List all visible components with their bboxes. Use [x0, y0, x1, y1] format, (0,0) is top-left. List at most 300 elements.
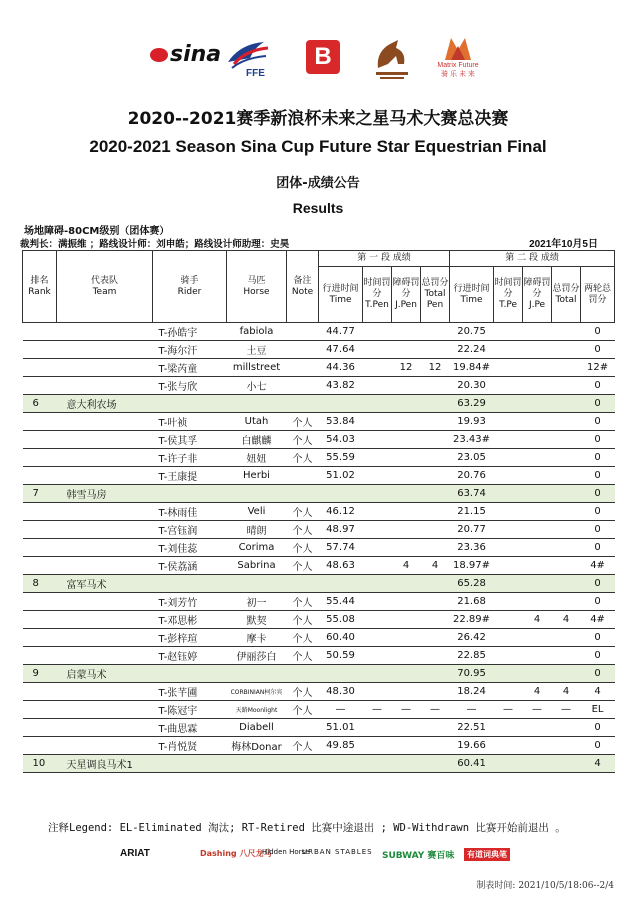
two-round-total: 0	[581, 449, 615, 467]
round2-time: 26.42	[450, 629, 494, 647]
round2-time-pen	[494, 323, 523, 341]
header-tpen1: 时间罚分 T.Pen	[363, 267, 392, 323]
round1-total-pen: —	[421, 701, 450, 719]
rider-row	[23, 593, 615, 611]
round2-total-pen	[552, 557, 581, 575]
round1-time: 47.64	[319, 341, 363, 359]
horse-name: Veli	[227, 503, 287, 521]
round1-total-pen	[421, 449, 450, 467]
rider-row	[23, 413, 615, 431]
round1-time: 60.40	[319, 629, 363, 647]
rider-name: T-赵钰婷	[153, 647, 227, 665]
round1-time: 51.02	[319, 467, 363, 485]
horse-name: 伊丽莎白	[227, 647, 287, 665]
round2-time: 23.36	[450, 539, 494, 557]
horse-name: 默契	[227, 611, 287, 629]
sponsor-hidden-horse: Hidden Horse	[262, 848, 310, 856]
round1-time: —	[319, 701, 363, 719]
round2-time: 19.93	[450, 413, 494, 431]
round2-jump-pen: 4	[523, 683, 552, 701]
round1-jump-pen	[392, 503, 421, 521]
rider-name: T-林雨佳	[153, 503, 227, 521]
team-total-pen: 0	[581, 395, 615, 413]
round1-jump-pen	[392, 341, 421, 359]
round2-total-pen	[552, 719, 581, 737]
note-cell: 个人	[287, 629, 319, 647]
round2-total-pen	[552, 341, 581, 359]
horse-club-logo	[368, 34, 416, 82]
header-horse: 马匹 Horse	[227, 251, 287, 323]
two-round-total: 0	[581, 737, 615, 755]
round2-jump-pen	[523, 719, 552, 737]
rider-row	[23, 323, 615, 341]
team-cell	[57, 323, 153, 341]
round2-time: 22.89#	[450, 611, 494, 629]
rider-name: T-梁芮童	[153, 359, 227, 377]
header-note: 备注 Note	[287, 251, 319, 323]
round1-time: 53.84	[319, 413, 363, 431]
round1-time-pen	[363, 719, 392, 737]
header-two-round-total: 两轮总罚分	[581, 267, 615, 323]
rank-cell	[23, 701, 57, 719]
horse-name: 土豆	[227, 341, 287, 359]
round2-jump-pen	[523, 323, 552, 341]
round1-jump-pen	[392, 737, 421, 755]
round1-jump-pen	[392, 683, 421, 701]
team-name: 韩雪马房	[57, 485, 287, 503]
horse-name: 白麒麟	[227, 431, 287, 449]
rider-row	[23, 611, 615, 629]
round2-time-pen	[494, 377, 523, 395]
note-cell: 个人	[287, 413, 319, 431]
results-body	[23, 323, 615, 773]
header-time2: 行进时间 Time	[450, 267, 494, 323]
print-timestamp: 制表时间: 2021/10/5/18:06--2/4	[476, 881, 614, 891]
header-team: 代表队 Team	[57, 251, 153, 323]
two-round-total: 0	[581, 431, 615, 449]
two-round-total: 0	[581, 719, 615, 737]
rider-name: T-孙皓宇	[153, 323, 227, 341]
team-empty	[494, 575, 581, 593]
two-round-total: 0	[581, 647, 615, 665]
round2-jump-pen	[523, 647, 552, 665]
round1-jump-pen	[392, 323, 421, 341]
rider-row	[23, 521, 615, 539]
round1-jump-pen	[392, 521, 421, 539]
legend-note: 注释Legend: EL-Eliminated 淘汰; RT-Retired 比赛中途退出 ; WD-Withdrawn 比赛开始前退出 。	[48, 822, 566, 834]
round1-jump-pen	[392, 539, 421, 557]
round2-total-pen	[552, 521, 581, 539]
round1-total-pen	[421, 647, 450, 665]
team-rank: 7	[23, 485, 57, 503]
two-round-total: 0	[581, 593, 615, 611]
round2-time: 18.97#	[450, 557, 494, 575]
rider-name: T-侯荔涵	[153, 557, 227, 575]
rank-cell	[23, 449, 57, 467]
team-row	[23, 395, 615, 413]
note-cell: 个人	[287, 539, 319, 557]
team-row	[23, 485, 615, 503]
team-empty	[287, 575, 450, 593]
round2-time-pen	[494, 449, 523, 467]
round1-time: 46.12	[319, 503, 363, 521]
round2-time: 20.30	[450, 377, 494, 395]
note-cell: 个人	[287, 683, 319, 701]
subtitle-cn: 团体-成绩公告	[276, 176, 360, 191]
rank-cell	[23, 521, 57, 539]
round2-total-pen: —	[552, 701, 581, 719]
round1-total-pen	[421, 683, 450, 701]
rank-cell	[23, 503, 57, 521]
rank-cell	[23, 467, 57, 485]
round2-time: 21.15	[450, 503, 494, 521]
round2-time-pen	[494, 521, 523, 539]
round2-total-pen	[552, 539, 581, 557]
round1-total-pen	[421, 413, 450, 431]
round1-time: 49.85	[319, 737, 363, 755]
round2-time: 20.76	[450, 467, 494, 485]
two-round-total: 4	[581, 683, 615, 701]
header-rider: 骑手 Rider	[153, 251, 227, 323]
round2-total-pen	[552, 503, 581, 521]
round2-time-pen	[494, 503, 523, 521]
team-empty	[287, 395, 450, 413]
horse-name: fabiola	[227, 323, 287, 341]
sponsor-bar	[120, 848, 520, 870]
round2-time: 22.85	[450, 647, 494, 665]
round1-total-pen	[421, 611, 450, 629]
round1-time-pen	[363, 359, 392, 377]
matrix-cn-text: 骑 乐 未 来	[441, 71, 475, 78]
round1-jump-pen	[392, 467, 421, 485]
round2-jump-pen: 4	[523, 611, 552, 629]
round2-time: 20.77	[450, 521, 494, 539]
round1-time-pen	[363, 647, 392, 665]
round1-jump-pen	[392, 719, 421, 737]
header-round1: 第 一 段 成绩	[319, 251, 450, 267]
header-round2: 第 二 段 成绩	[450, 251, 615, 267]
sponsor-youdao: 有道词典笔	[464, 848, 510, 861]
rider-name: T-刘芳竹	[153, 593, 227, 611]
rank-cell	[23, 539, 57, 557]
rider-name: T-侯其孚	[153, 431, 227, 449]
rank-cell	[23, 557, 57, 575]
rider-row	[23, 431, 615, 449]
round1-time: 44.36	[319, 359, 363, 377]
team-empty	[287, 665, 450, 683]
round2-time-pen	[494, 737, 523, 755]
header-time1: 行进时间 Time	[319, 267, 363, 323]
note-cell	[287, 467, 319, 485]
round2-total-pen	[552, 323, 581, 341]
team-name: 启蒙马术	[57, 665, 287, 683]
team-cell	[57, 503, 153, 521]
round1-time-pen	[363, 377, 392, 395]
team-cell	[57, 467, 153, 485]
horse-name: 妞妞	[227, 449, 287, 467]
team-total-time: 63.29	[450, 395, 494, 413]
round1-total-pen	[421, 503, 450, 521]
team-cell	[57, 647, 153, 665]
rider-row	[23, 449, 615, 467]
rank-cell	[23, 377, 57, 395]
team-cell	[57, 719, 153, 737]
team-cell	[57, 539, 153, 557]
note-cell: 个人	[287, 557, 319, 575]
round1-time: 44.77	[319, 323, 363, 341]
round2-total-pen	[552, 467, 581, 485]
svg-text:FFE: FFE	[246, 68, 265, 78]
rider-row	[23, 377, 615, 395]
note-cell	[287, 341, 319, 359]
sina-logo: sina	[150, 42, 221, 67]
rank-cell	[23, 341, 57, 359]
round1-total-pen: 4	[421, 557, 450, 575]
two-round-total: 0	[581, 503, 615, 521]
sponsor-dashing: Dashing 八尺龙马	[200, 849, 272, 858]
round2-jump-pen	[523, 503, 552, 521]
round1-total-pen: 12	[421, 359, 450, 377]
horse-name: 摩卡	[227, 629, 287, 647]
round1-time-pen	[363, 557, 392, 575]
note-cell: 个人	[287, 521, 319, 539]
rider-name: T-张芊圃	[153, 683, 227, 701]
note-cell	[287, 359, 319, 377]
horse-name: Corima	[227, 539, 287, 557]
round1-time-pen	[363, 413, 392, 431]
round1-time-pen	[363, 683, 392, 701]
note-cell: 个人	[287, 737, 319, 755]
round1-time: 50.59	[319, 647, 363, 665]
round1-total-pen	[421, 539, 450, 557]
note-cell: 个人	[287, 701, 319, 719]
round2-time: 22.24	[450, 341, 494, 359]
rider-row	[23, 341, 615, 359]
team-cell	[57, 377, 153, 395]
round2-total-pen	[552, 593, 581, 611]
two-round-total: 0	[581, 413, 615, 431]
note-cell	[287, 377, 319, 395]
team-cell	[57, 593, 153, 611]
rank-cell	[23, 431, 57, 449]
round2-total-pen	[552, 413, 581, 431]
rider-name: T-王康提	[153, 467, 227, 485]
matrix-en-text: Matrix Future	[437, 62, 479, 69]
title-en: 2020-2021 Season Sina Cup Future Star Equestrian Final	[89, 137, 547, 156]
round1-total-pen	[421, 341, 450, 359]
sina-eye-icon	[150, 48, 168, 62]
note-cell: 个人	[287, 611, 319, 629]
round1-total-pen	[421, 593, 450, 611]
round1-jump-pen	[392, 449, 421, 467]
round2-time-pen	[494, 593, 523, 611]
header-rank: 排名 Rank	[23, 251, 57, 323]
round2-jump-pen	[523, 521, 552, 539]
round1-jump-pen: 12	[392, 359, 421, 377]
round2-time: 19.84#	[450, 359, 494, 377]
sponsor-ariat: ARIAT	[120, 848, 150, 859]
round1-time-pen	[363, 431, 392, 449]
round1-jump-pen	[392, 647, 421, 665]
rider-row	[23, 647, 615, 665]
rider-row	[23, 467, 615, 485]
team-total-time: 60.41	[450, 755, 494, 773]
round2-time-pen	[494, 683, 523, 701]
team-cell	[57, 629, 153, 647]
round2-total-pen	[552, 431, 581, 449]
rider-row	[23, 701, 615, 719]
two-round-total: 4#	[581, 611, 615, 629]
round1-jump-pen	[392, 629, 421, 647]
round1-total-pen	[421, 521, 450, 539]
team-rank: 6	[23, 395, 57, 413]
note-cell	[287, 719, 319, 737]
matrix-m-icon	[443, 36, 473, 62]
rider-name: T-张与欣	[153, 377, 227, 395]
rank-cell	[23, 683, 57, 701]
ffe-horse-icon	[220, 38, 280, 78]
round2-total-pen	[552, 449, 581, 467]
ffe-logo	[220, 38, 280, 78]
header-jpen2: 障碍罚分 J.Pe	[523, 267, 552, 323]
round2-total-pen	[552, 737, 581, 755]
rider-row	[23, 557, 615, 575]
rider-name: T-刘佳蕊	[153, 539, 227, 557]
team-cell	[57, 701, 153, 719]
round2-time: 19.66	[450, 737, 494, 755]
two-round-total: 0	[581, 521, 615, 539]
round1-time-pen	[363, 611, 392, 629]
round2-jump-pen	[523, 359, 552, 377]
rider-name: T-海尔汗	[153, 341, 227, 359]
round2-total-pen: 4	[552, 683, 581, 701]
round1-time-pen	[363, 323, 392, 341]
round1-time-pen	[363, 593, 392, 611]
header-total2: 总罚分 Total	[552, 267, 581, 323]
round1-total-pen	[421, 467, 450, 485]
team-cell	[57, 557, 153, 575]
round1-time-pen	[363, 737, 392, 755]
horse-name: 天路Moonlight	[227, 701, 287, 719]
subtitle-en: Results	[292, 200, 344, 216]
team-empty	[494, 395, 581, 413]
team-row	[23, 575, 615, 593]
round2-time-pen	[494, 341, 523, 359]
round1-time-pen	[363, 629, 392, 647]
title-cn: 2020--2021赛季新浪杯未来之星马术大赛总决赛	[127, 109, 509, 129]
rider-row	[23, 683, 615, 701]
horse-name: Diabell	[227, 719, 287, 737]
round2-jump-pen	[523, 629, 552, 647]
round2-time-pen	[494, 611, 523, 629]
round1-time-pen	[363, 539, 392, 557]
team-name: 天星调良马术1	[57, 755, 287, 773]
class-name: 场地障碍-80CM级别（团体赛）	[24, 226, 170, 237]
rank-cell	[23, 737, 57, 755]
horse-name: 小七	[227, 377, 287, 395]
round2-time-pen	[494, 413, 523, 431]
two-round-total: 0	[581, 539, 615, 557]
team-name: 意大利农场	[57, 395, 287, 413]
round2-time-pen	[494, 431, 523, 449]
team-empty	[287, 485, 450, 503]
round1-time: 48.30	[319, 683, 363, 701]
round2-time: 20.75	[450, 323, 494, 341]
round2-jump-pen: —	[523, 701, 552, 719]
rider-row	[23, 539, 615, 557]
round1-jump-pen	[392, 593, 421, 611]
rider-name: T-彭梓瑄	[153, 629, 227, 647]
team-cell	[57, 521, 153, 539]
team-cell	[57, 449, 153, 467]
team-row	[23, 665, 615, 683]
horse-name: Utah	[227, 413, 287, 431]
round1-time: 54.03	[319, 431, 363, 449]
note-cell	[287, 323, 319, 341]
round2-time-pen	[494, 359, 523, 377]
header-tpen2: 时间罚分 T.Pe	[494, 267, 523, 323]
round1-time: 48.97	[319, 521, 363, 539]
round1-jump-pen	[392, 431, 421, 449]
round2-time: —	[450, 701, 494, 719]
round2-time: 22.51	[450, 719, 494, 737]
round2-total-pen: 4	[552, 611, 581, 629]
round1-time-pen	[363, 503, 392, 521]
two-round-total: 0	[581, 377, 615, 395]
team-row	[23, 755, 615, 773]
rank-cell	[23, 413, 57, 431]
round2-jump-pen	[523, 467, 552, 485]
team-total-time: 65.28	[450, 575, 494, 593]
horse-name: 梅林Donar	[227, 737, 287, 755]
round1-time: 57.74	[319, 539, 363, 557]
b-brand-logo: B	[306, 40, 340, 74]
team-cell	[57, 683, 153, 701]
round1-total-pen	[421, 323, 450, 341]
team-empty	[494, 755, 581, 773]
round1-time: 55.59	[319, 449, 363, 467]
two-round-total: EL	[581, 701, 615, 719]
rider-row	[23, 503, 615, 521]
team-total-time: 63.74	[450, 485, 494, 503]
round2-jump-pen	[523, 539, 552, 557]
round2-jump-pen	[523, 431, 552, 449]
team-empty	[494, 485, 581, 503]
round2-jump-pen	[523, 737, 552, 755]
round2-time-pen	[494, 629, 523, 647]
two-round-total: 0	[581, 341, 615, 359]
round1-time-pen	[363, 449, 392, 467]
round2-time: 18.24	[450, 683, 494, 701]
round2-time-pen	[494, 719, 523, 737]
round2-time-pen: —	[494, 701, 523, 719]
round2-time: 23.05	[450, 449, 494, 467]
round2-time-pen	[494, 467, 523, 485]
horse-name: Sabrina	[227, 557, 287, 575]
round2-jump-pen	[523, 341, 552, 359]
round1-time-pen: —	[363, 701, 392, 719]
rider-name: T-陈冠宇	[153, 701, 227, 719]
horse-crest-icon	[368, 34, 416, 82]
two-round-total: 0	[581, 323, 615, 341]
round1-time-pen	[363, 341, 392, 359]
team-total-pen: 0	[581, 575, 615, 593]
round1-jump-pen	[392, 377, 421, 395]
team-cell	[57, 737, 153, 755]
round1-time: 55.08	[319, 611, 363, 629]
rank-cell	[23, 647, 57, 665]
two-round-total: 12#	[581, 359, 615, 377]
